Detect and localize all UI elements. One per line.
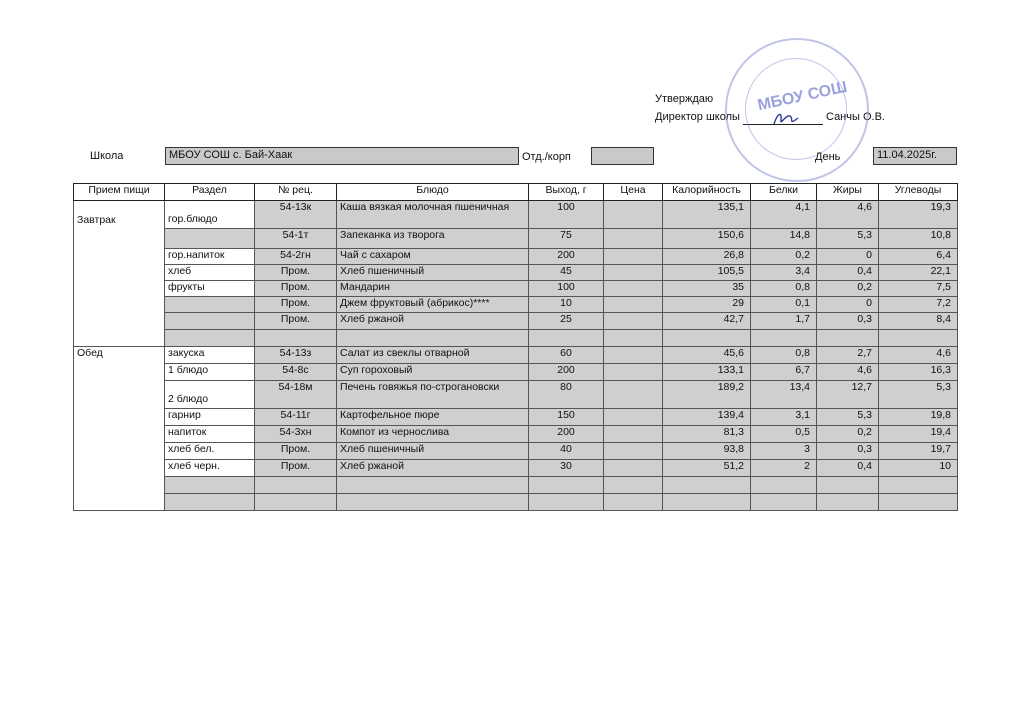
calories-cell: 139,4 xyxy=(663,409,751,426)
empty-cell xyxy=(255,494,337,511)
fat-cell: 2,7 xyxy=(817,347,879,364)
fat-cell: 0 xyxy=(817,249,879,265)
carbs-cell: 16,3 xyxy=(879,364,958,381)
dish-cell: Хлеб пшеничный xyxy=(337,443,529,460)
col-meal: Прием пищи xyxy=(74,184,165,201)
price-cell xyxy=(604,229,663,249)
calories-cell: 81,3 xyxy=(663,426,751,443)
carbs-cell: 19,8 xyxy=(879,409,958,426)
recipe-cell: 54-2гн xyxy=(255,249,337,265)
empty-cell xyxy=(879,330,958,347)
school-label: Школа xyxy=(90,150,124,162)
table-row xyxy=(74,281,958,297)
col-protein: Белки xyxy=(751,184,817,201)
recipe-cell: Пром. xyxy=(255,297,337,313)
col-price: Цена xyxy=(604,184,663,201)
fat-cell: 0,4 xyxy=(817,460,879,477)
empty-cell xyxy=(817,494,879,511)
recipe-cell: 54-11г xyxy=(255,409,337,426)
recipe-cell: Пром. xyxy=(255,281,337,297)
fat-cell: 4,6 xyxy=(817,201,879,229)
output-cell: 40 xyxy=(529,443,604,460)
empty-cell xyxy=(165,494,255,511)
table-row xyxy=(74,297,958,313)
section-cell: фрукты xyxy=(165,281,255,297)
day-label: День xyxy=(815,151,841,163)
section-cell xyxy=(165,229,255,249)
empty-cell xyxy=(751,330,817,347)
table-row xyxy=(74,347,958,364)
carbs-cell: 10 xyxy=(879,460,958,477)
protein-cell: 0,1 xyxy=(751,297,817,313)
table-row xyxy=(74,460,958,477)
empty-cell xyxy=(165,330,255,347)
fat-cell: 0,4 xyxy=(817,265,879,281)
output-cell: 75 xyxy=(529,229,604,249)
day-field[interactable]: 11.04.2025г. xyxy=(873,147,957,165)
section-cell: гарнир xyxy=(165,409,255,426)
col-fat: Жиры xyxy=(817,184,879,201)
meal-lunch: Обед xyxy=(74,347,165,511)
protein-cell: 3 xyxy=(751,443,817,460)
empty-cell xyxy=(663,330,751,347)
output-cell: 150 xyxy=(529,409,604,426)
carbs-cell: 7,2 xyxy=(879,297,958,313)
empty-cell xyxy=(879,494,958,511)
fat-cell: 5,3 xyxy=(817,409,879,426)
director-name: Санчы О.В. xyxy=(826,111,885,123)
dept-field[interactable] xyxy=(591,147,654,165)
table-row xyxy=(74,265,958,281)
director-label: Директор школы xyxy=(655,111,740,123)
price-cell xyxy=(604,364,663,381)
empty-cell xyxy=(529,494,604,511)
dept-label: Отд./корп xyxy=(522,151,571,163)
section-cell: хлеб черн. xyxy=(165,460,255,477)
protein-cell: 4,1 xyxy=(751,201,817,229)
dish-cell: Печень говяжья по-строгановски xyxy=(337,381,529,409)
section-cell: 1 блюдо xyxy=(165,364,255,381)
dish-cell: Мандарин xyxy=(337,281,529,297)
recipe-cell: Пром. xyxy=(255,443,337,460)
table-header-row xyxy=(74,184,958,201)
protein-cell: 14,8 xyxy=(751,229,817,249)
price-cell xyxy=(604,381,663,409)
section-cell: напиток xyxy=(165,426,255,443)
recipe-cell: 54-8с xyxy=(255,364,337,381)
output-cell: 100 xyxy=(529,281,604,297)
empty-cell xyxy=(604,477,663,494)
dish-cell: Хлеб ржаной xyxy=(337,313,529,330)
price-cell xyxy=(604,265,663,281)
carbs-cell: 5,3 xyxy=(879,381,958,409)
col-calories: Калорийность xyxy=(663,184,751,201)
empty-cell xyxy=(255,477,337,494)
empty-cell xyxy=(255,330,337,347)
calories-cell: 105,5 xyxy=(663,265,751,281)
dish-cell: Компот из чернослива xyxy=(337,426,529,443)
carbs-cell: 4,6 xyxy=(879,347,958,364)
protein-cell: 3,1 xyxy=(751,409,817,426)
dish-cell: Хлеб пшеничный xyxy=(337,265,529,281)
dish-cell: Картофельное пюре xyxy=(337,409,529,426)
col-carbs: Углеводы xyxy=(879,184,958,201)
carbs-cell: 19,3 xyxy=(879,201,958,229)
recipe-cell: 54-13з xyxy=(255,347,337,364)
empty-cell xyxy=(663,494,751,511)
calories-cell: 93,8 xyxy=(663,443,751,460)
col-section: Раздел xyxy=(165,184,255,201)
calories-cell: 51,2 xyxy=(663,460,751,477)
table-row xyxy=(74,313,958,330)
calories-cell: 42,7 xyxy=(663,313,751,330)
table-row xyxy=(74,249,958,265)
calories-cell: 35 xyxy=(663,281,751,297)
table-row xyxy=(74,381,958,409)
section-cell: гор.напиток xyxy=(165,249,255,265)
section-cell: закуска xyxy=(165,347,255,364)
empty-cell xyxy=(529,330,604,347)
section-cell: гор.блюдо xyxy=(165,201,255,229)
price-cell xyxy=(604,443,663,460)
calories-cell: 26,8 xyxy=(663,249,751,265)
output-cell: 45 xyxy=(529,265,604,281)
protein-cell: 0,5 xyxy=(751,426,817,443)
price-cell xyxy=(604,409,663,426)
table-row xyxy=(74,409,958,426)
empty-cell xyxy=(529,477,604,494)
school-field[interactable]: МБОУ СОШ с. Бай-Хаак xyxy=(165,147,519,165)
price-cell xyxy=(604,347,663,364)
fat-cell: 4,6 xyxy=(817,364,879,381)
section-cell: 2 блюдо xyxy=(165,381,255,409)
output-cell: 200 xyxy=(529,249,604,265)
fat-cell: 0,3 xyxy=(817,313,879,330)
recipe-cell: 54-3хн xyxy=(255,426,337,443)
section-cell: хлеб xyxy=(165,265,255,281)
price-cell xyxy=(604,249,663,265)
empty-cell xyxy=(879,477,958,494)
carbs-cell: 6,4 xyxy=(879,249,958,265)
calories-cell: 133,1 xyxy=(663,364,751,381)
calories-cell: 29 xyxy=(663,297,751,313)
section-cell xyxy=(165,297,255,313)
table-row-empty xyxy=(74,494,958,511)
dish-cell: Суп гороховый xyxy=(337,364,529,381)
empty-cell xyxy=(337,494,529,511)
protein-cell: 1,7 xyxy=(751,313,817,330)
recipe-cell: Пром. xyxy=(255,313,337,330)
col-recipe: № рец. xyxy=(255,184,337,201)
recipe-cell: 54-13к xyxy=(255,201,337,229)
section-cell xyxy=(165,313,255,330)
table-row xyxy=(74,426,958,443)
signature-icon xyxy=(772,108,800,130)
output-cell: 100 xyxy=(529,201,604,229)
empty-cell xyxy=(604,330,663,347)
table-row-empty xyxy=(74,477,958,494)
approval-title: Утверждаю xyxy=(655,93,714,105)
fat-cell: 5,3 xyxy=(817,229,879,249)
price-cell xyxy=(604,460,663,477)
empty-cell xyxy=(817,330,879,347)
section-cell: хлеб бел. xyxy=(165,443,255,460)
table-row xyxy=(74,364,958,381)
fat-cell: 0,3 xyxy=(817,443,879,460)
table-row-empty xyxy=(74,330,958,347)
dish-cell: Хлеб ржаной xyxy=(337,460,529,477)
menu-table xyxy=(73,183,958,511)
empty-cell xyxy=(337,330,529,347)
protein-cell: 6,7 xyxy=(751,364,817,381)
empty-cell xyxy=(337,477,529,494)
empty-cell xyxy=(751,477,817,494)
price-cell xyxy=(604,426,663,443)
carbs-cell: 10,8 xyxy=(879,229,958,249)
output-cell: 60 xyxy=(529,347,604,364)
col-output: Выход, г xyxy=(529,184,604,201)
fat-cell: 12,7 xyxy=(817,381,879,409)
price-cell xyxy=(604,281,663,297)
meal-breakfast: Завтрак xyxy=(74,201,165,347)
calories-cell: 150,6 xyxy=(663,229,751,249)
dish-cell: Чай с сахаром xyxy=(337,249,529,265)
carbs-cell: 19,7 xyxy=(879,443,958,460)
fat-cell: 0,2 xyxy=(817,281,879,297)
price-cell xyxy=(604,201,663,229)
output-cell: 25 xyxy=(529,313,604,330)
carbs-cell: 7,5 xyxy=(879,281,958,297)
empty-cell xyxy=(604,494,663,511)
output-cell: 30 xyxy=(529,460,604,477)
fat-cell: 0,2 xyxy=(817,426,879,443)
dish-cell: Салат из свеклы отварной xyxy=(337,347,529,364)
calories-cell: 135,1 xyxy=(663,201,751,229)
calories-cell: 189,2 xyxy=(663,381,751,409)
table-row xyxy=(74,229,958,249)
output-cell: 200 xyxy=(529,426,604,443)
protein-cell: 13,4 xyxy=(751,381,817,409)
output-cell: 80 xyxy=(529,381,604,409)
empty-cell xyxy=(663,477,751,494)
fat-cell: 0 xyxy=(817,297,879,313)
calories-cell: 45,6 xyxy=(663,347,751,364)
table-row xyxy=(74,201,958,229)
empty-cell xyxy=(817,477,879,494)
price-cell xyxy=(604,313,663,330)
recipe-cell: Пром. xyxy=(255,265,337,281)
protein-cell: 3,4 xyxy=(751,265,817,281)
col-dish: Блюдо xyxy=(337,184,529,201)
empty-cell xyxy=(165,477,255,494)
dish-cell: Запеканка из творога xyxy=(337,229,529,249)
carbs-cell: 8,4 xyxy=(879,313,958,330)
table-row xyxy=(74,443,958,460)
output-cell: 10 xyxy=(529,297,604,313)
recipe-cell: Пром. xyxy=(255,460,337,477)
protein-cell: 0,8 xyxy=(751,347,817,364)
stamp-text: МБОУ СОШ xyxy=(756,78,849,115)
recipe-cell: 54-18м xyxy=(255,381,337,409)
protein-cell: 0,8 xyxy=(751,281,817,297)
carbs-cell: 19,4 xyxy=(879,426,958,443)
recipe-cell: 54-1т xyxy=(255,229,337,249)
price-cell xyxy=(604,297,663,313)
protein-cell: 0,2 xyxy=(751,249,817,265)
dish-cell: Джем фруктовый (абрикос)**** xyxy=(337,297,529,313)
protein-cell: 2 xyxy=(751,460,817,477)
empty-cell xyxy=(751,494,817,511)
dish-cell: Каша вязкая молочная пшеничная xyxy=(337,201,529,229)
output-cell: 200 xyxy=(529,364,604,381)
carbs-cell: 22,1 xyxy=(879,265,958,281)
